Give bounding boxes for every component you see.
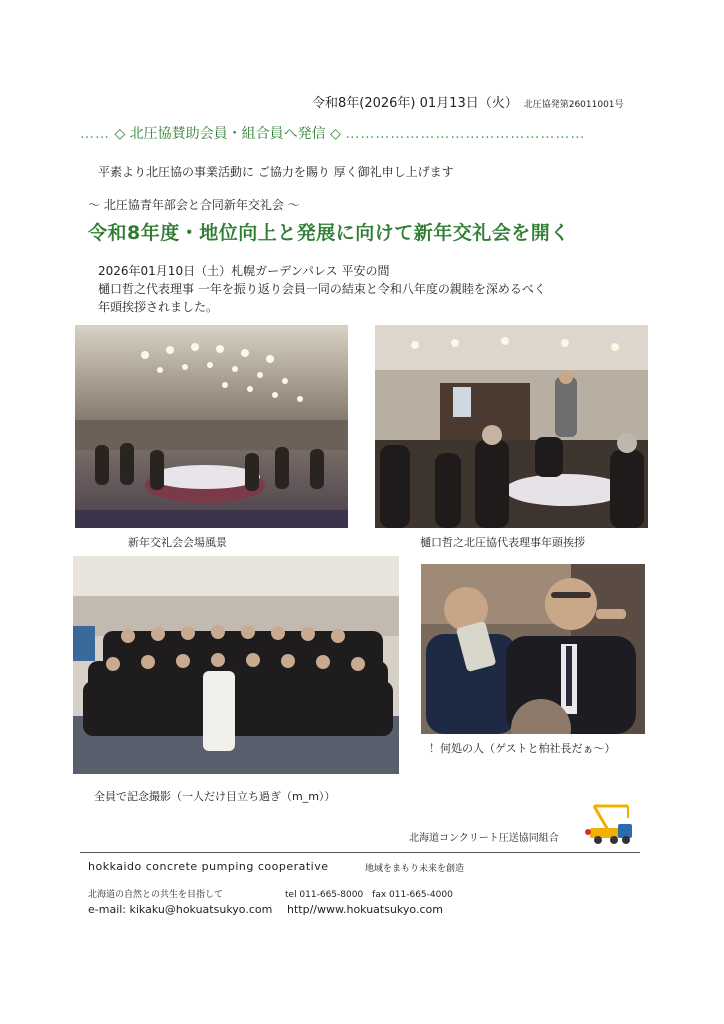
article-body (98, 262, 546, 316)
article-headline: 令和8年度・地位向上と発展に向けて新年交礼会を開く (88, 222, 570, 244)
article-line-1: 2026年01月10日（土）札幌ガーデンパレス 平安の間 (98, 264, 390, 278)
article-line-3: 年頭挨拶されました。 (98, 300, 219, 314)
footer-url-link[interactable]: http//www.hokuatsukyo.com (287, 903, 443, 916)
photo-venue-image (75, 325, 348, 528)
photo-guests-image (421, 564, 645, 734)
photo-group (73, 556, 399, 774)
document-number: 北圧協発第26011001号 (523, 100, 624, 110)
footer-email-link[interactable]: e-mail: kikaku@hokuatsukyo.com (88, 903, 273, 916)
article-subhead: ～ 北圧協青年部会と合同新年交礼会 ～ (88, 198, 300, 212)
document-date (312, 92, 624, 111)
footer-english-name: hokkaido concrete pumping cooperative (88, 860, 329, 873)
photo-speech (375, 325, 648, 528)
logo-graphic (582, 800, 636, 846)
caption-speech: 樋口哲之北圧協代表理事年頭挨拶 (420, 536, 585, 549)
photo-guests (421, 564, 645, 734)
greeting-text: 平素より北圧協の事業活動に ご協力を賜り 厚く御礼申し上げます (98, 165, 454, 179)
article-line-2: 樋口哲之代表理事 一年を振り返り会員一同の結束と令和八年度の親睦を深めるべく (98, 282, 546, 296)
caption-guests: ！何処の人（ゲストと柏社長だぁ～） (429, 742, 616, 755)
footer-divider (80, 852, 640, 853)
caption-venue: 新年交礼会会場風景 (128, 536, 227, 549)
footer-slogan: 地域をまもり未来を創造 (365, 864, 465, 874)
banner-title: ◇ 北圧協賛助会員・組合員へ発信 ◇ (114, 126, 341, 142)
footer-motto: 北海道の自然との共生を目指して (88, 890, 224, 900)
photo-group-image (73, 556, 399, 774)
date-text: 令和8年(2026年) 01月13日（火） (312, 96, 518, 111)
banner (80, 123, 640, 143)
concrete-pump-truck-icon (582, 800, 636, 846)
caption-group: 全員で記念撮影（一人だけ目立ち過ぎ（m_m）） (94, 790, 336, 803)
footer-tel-fax: tel 011-665-8000 fax 011-665-4000 (285, 890, 453, 900)
organization-name: 北海道コンクリート圧送協同組合 (409, 833, 559, 844)
banner-dots-right: ………………………………………… (345, 126, 586, 142)
photo-venue (75, 325, 348, 528)
photo-speech-image (375, 325, 648, 528)
banner-dots-left: …… (80, 126, 110, 142)
